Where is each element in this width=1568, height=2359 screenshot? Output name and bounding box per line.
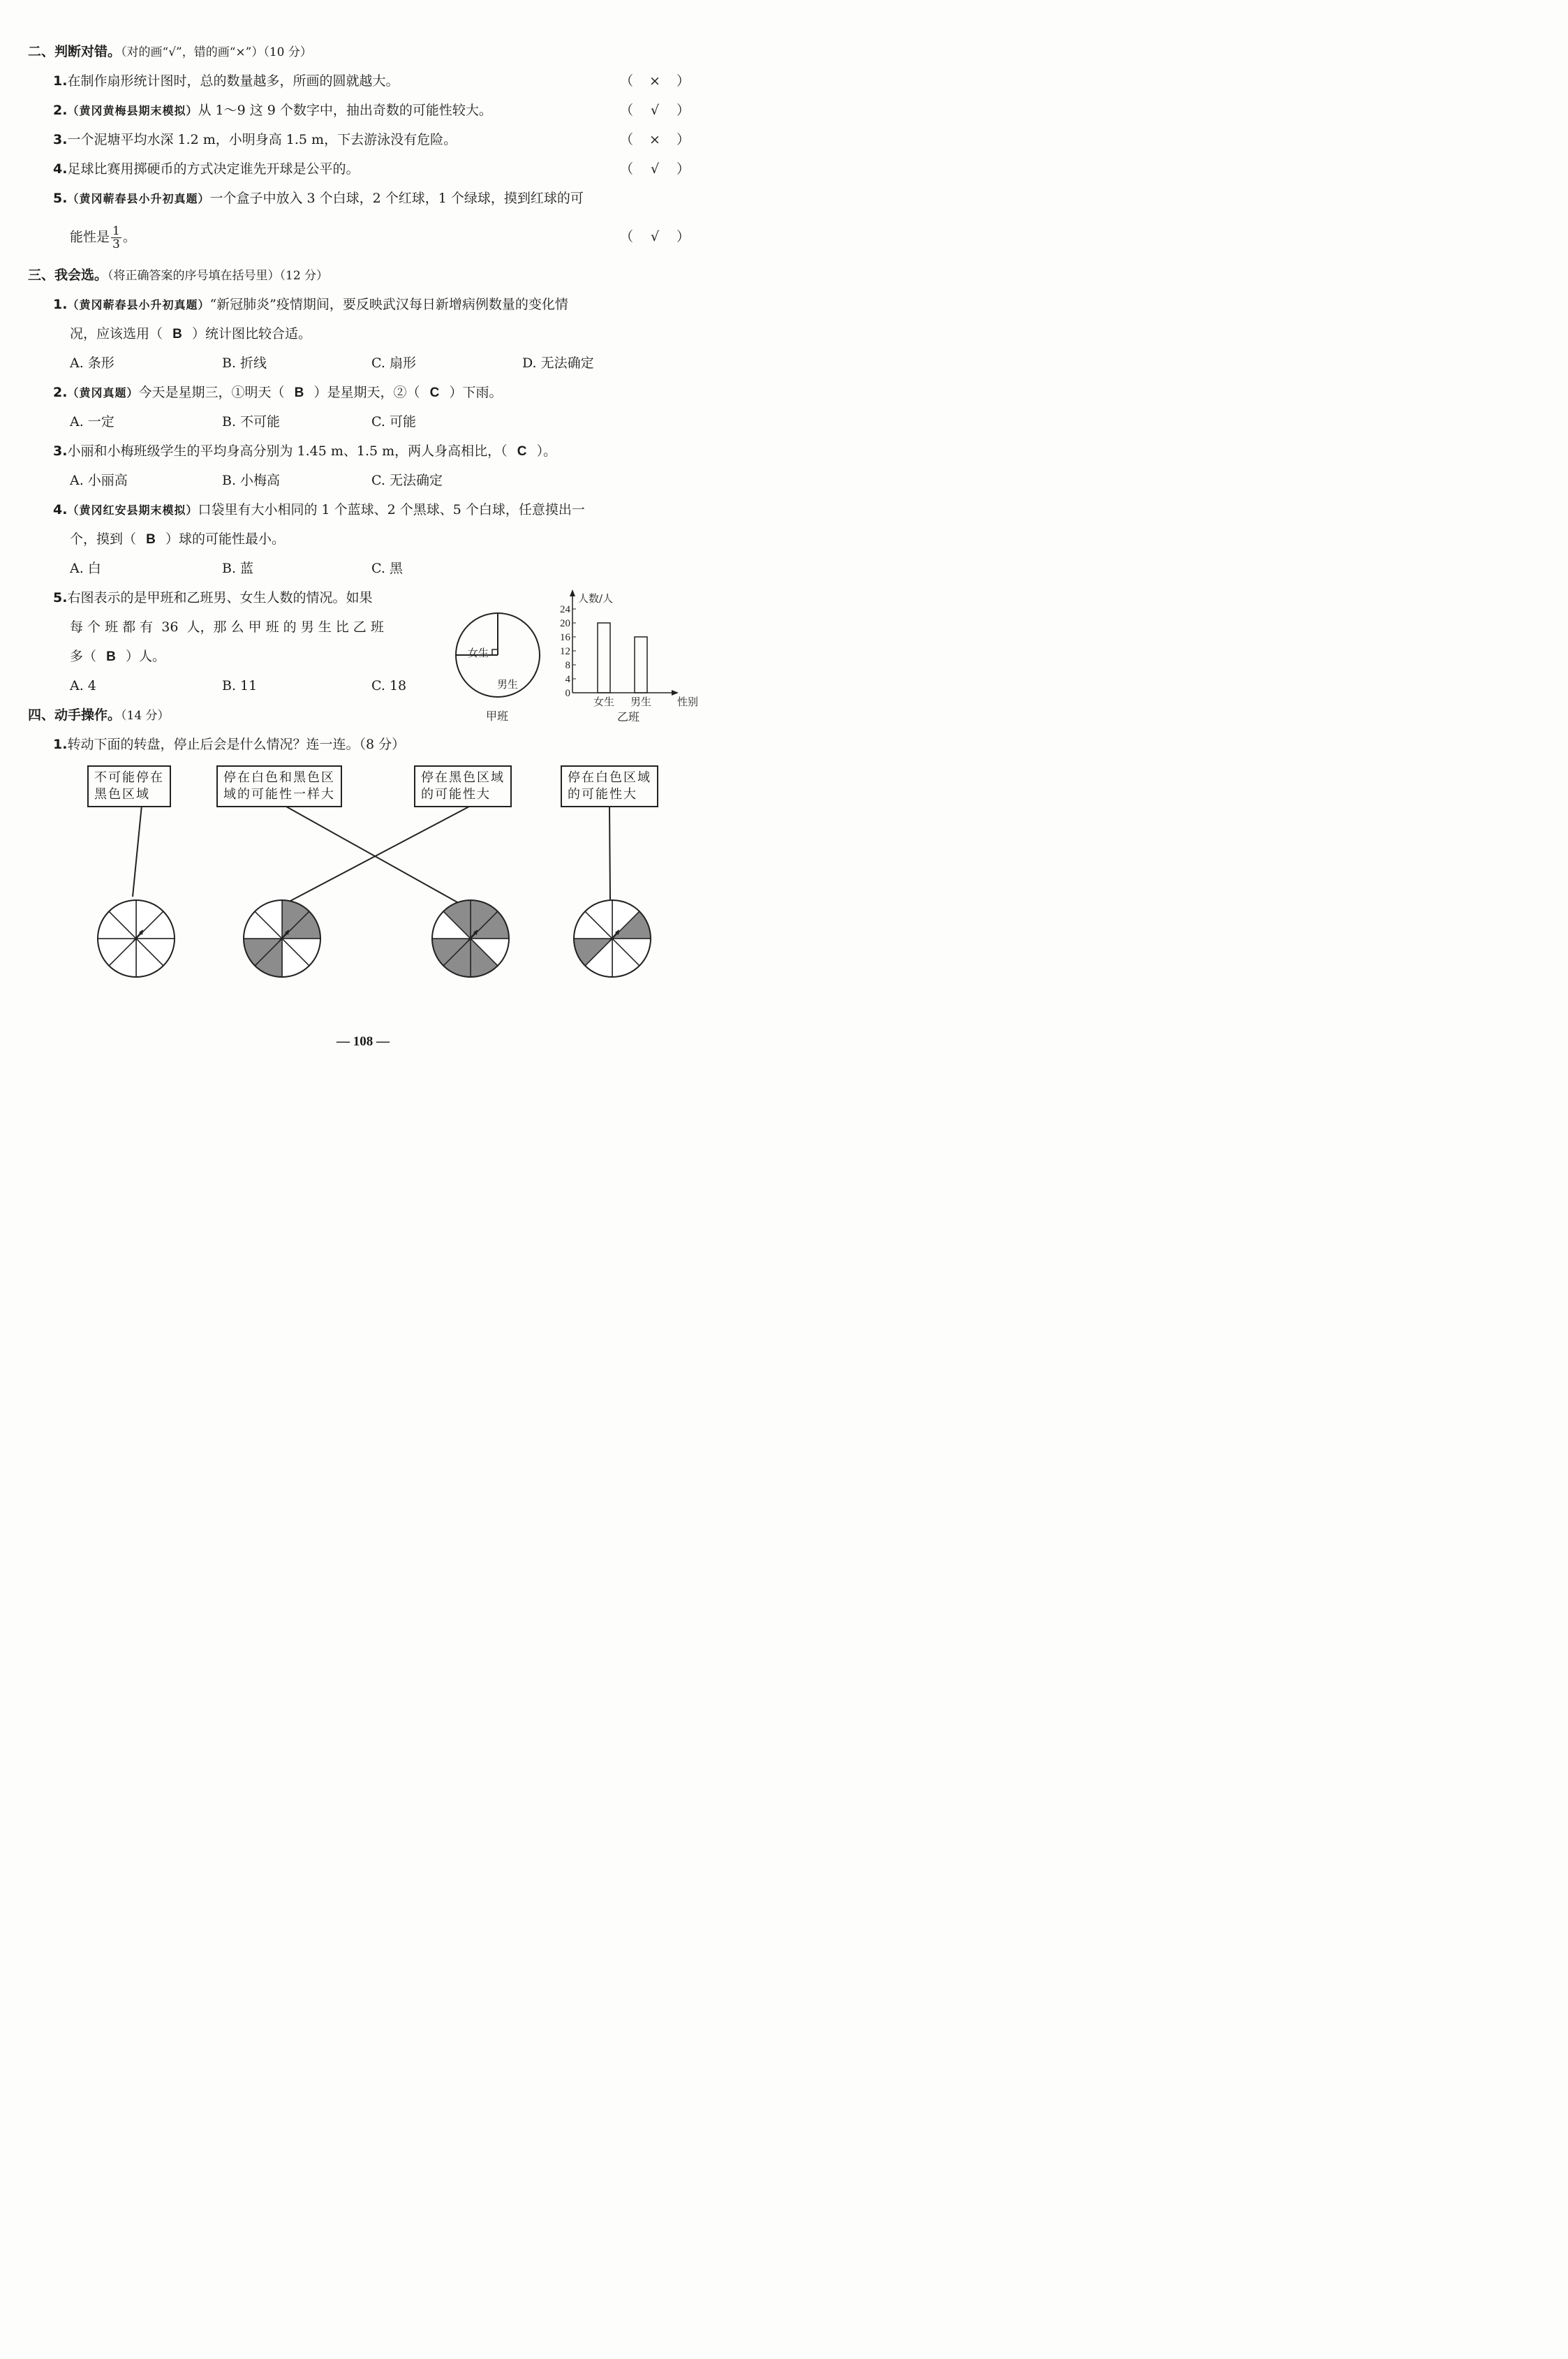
option-a: A. 4 — [70, 678, 96, 693]
judge-item-3 — [53, 131, 457, 149]
item-text: 右图表示的是甲班和乙班男、女生人数的情况。如果 — [67, 590, 373, 605]
label-box-3 — [414, 765, 512, 807]
label-box-1 — [87, 765, 171, 807]
judge-item-4 — [53, 160, 359, 178]
option-b: B. 蓝 — [222, 561, 254, 576]
item-text: ）是星期天，②（ — [313, 385, 420, 400]
y-tick-label: 0 — [565, 688, 570, 699]
pie-caption: 甲班 — [486, 710, 509, 723]
item-text: 口袋里有大小相同的 1 个蓝球、2 个黑球、5 个白球，任意摸出一 — [198, 502, 585, 517]
judge-item-1 — [53, 72, 399, 90]
item-text: “新冠肺炎”疫情期间，要反映武汉每日新增病例数量的变化情 — [209, 297, 568, 312]
section3-title: 三、我会选。 — [28, 267, 108, 283]
judge-mark-5 — [620, 228, 690, 246]
y-axis-label: 人数/人 — [578, 592, 614, 605]
option-b: B. 不可能 — [222, 414, 281, 429]
paren-close: ） — [676, 132, 690, 147]
x-axis-arrow — [672, 690, 679, 696]
label-line: 域的可能性一样大 — [223, 787, 335, 802]
filled-answer: B — [146, 532, 156, 547]
choice-q5-line2: 每 个 班 都 有 36 人，那 么 甲 班 的 男 生 比 乙 班 — [70, 619, 384, 635]
paren-close: ） — [676, 103, 690, 118]
answer-mark: √ — [650, 161, 660, 177]
y-tick-label: 24 — [560, 604, 570, 615]
right-angle-mark — [492, 649, 498, 655]
section2-note: （对的画“√”，错的画“×”）（10 分） — [121, 45, 312, 59]
answer-mark: √ — [650, 229, 660, 244]
item-text: ）人。 — [126, 649, 166, 664]
judge-mark-3 — [620, 131, 690, 149]
option-a: A. 小丽高 — [70, 473, 128, 488]
filled-answer: C — [517, 444, 527, 459]
option-a: A. 条形 — [70, 355, 114, 371]
fraction-numerator: 1 — [112, 224, 120, 238]
judge-item-2 — [53, 101, 492, 120]
label-line: 黑色区域 — [94, 787, 150, 802]
item-text: 一个盒子中放入 3 个白球，2 个红球，1 个绿球，摸到红球的可 — [209, 191, 584, 206]
source-tag: （黄冈蕲春县小升初真题） — [67, 192, 210, 205]
option-b: B. 11 — [222, 678, 258, 693]
item-number: 2. — [53, 103, 68, 118]
item-text: 足球比赛用掷硬币的方式决定谁先开球是公平的。 — [67, 161, 360, 177]
label-line: 的可能性大 — [421, 787, 491, 802]
option-c: C. 扇形 — [371, 355, 416, 371]
item-text-cont: 能性是 — [70, 229, 110, 245]
judge-item-5-cont — [70, 225, 136, 251]
x-tick-label: 男生 — [630, 696, 652, 708]
label-box-4 — [561, 765, 658, 807]
item-number: 4. — [53, 161, 68, 177]
section3-heading — [28, 266, 328, 285]
choice-q4-line1 — [53, 501, 585, 520]
choice-q3-line1 — [53, 442, 556, 461]
paren-open: （ — [620, 161, 634, 177]
label-line: 停在白色和黑色区 — [223, 770, 335, 785]
item-number: 3. — [53, 132, 68, 147]
section3-note: （将正确答案的序号填在括号里）（12 分） — [108, 269, 329, 283]
item-number: 2. — [53, 385, 68, 400]
section4-note: （14 分） — [121, 709, 170, 723]
item-text: 转动下面的转盘，停止后会是什么情况？连一连。（8 分） — [67, 737, 406, 752]
choice-q2-line1 — [53, 383, 503, 402]
filled-answer: B — [172, 327, 182, 341]
item-number: 4. — [53, 502, 68, 517]
source-tag: （黄冈红安县期末模拟） — [67, 504, 198, 517]
option-d: D. 无法确定 — [522, 355, 594, 371]
choice-q1-line1 — [53, 295, 568, 314]
section4-heading — [28, 706, 170, 725]
item-text: ）球的可能性最小。 — [165, 531, 286, 547]
pie-label-girl: 女生 — [468, 647, 489, 659]
item-text: 个，摸到（ — [70, 531, 137, 547]
answer-mark: √ — [650, 103, 660, 118]
page-number: — 108 — — [336, 1034, 390, 1049]
bar-girls — [598, 623, 610, 693]
pie-label-boy: 男生 — [497, 678, 519, 691]
paren-close: ） — [676, 161, 690, 177]
filled-answer: B — [294, 385, 304, 400]
judge-mark-2 — [620, 101, 690, 119]
label-line: 的可能性大 — [568, 787, 637, 802]
item-text: 多（ — [70, 649, 97, 664]
fraction — [111, 225, 121, 251]
item-text: ）统计图比较合适。 — [192, 326, 312, 341]
item-text: ）。 — [536, 443, 557, 459]
judge-mark-1 — [620, 72, 690, 90]
item-text-end: 。 — [122, 229, 136, 245]
match-line-2 — [286, 807, 470, 909]
paren-close: ） — [676, 229, 690, 244]
item-number: 5. — [53, 191, 68, 206]
paren-open: （ — [620, 103, 634, 118]
item-text: 小丽和小梅班级学生的平均身高分别为 1.45 m、1.5 m，两人身高相比，（ — [67, 443, 508, 459]
section2-title: 二、判断对错。 — [28, 44, 121, 59]
filled-answer: B — [106, 649, 116, 664]
spinner-1 — [94, 897, 178, 980]
judge-mark-4 — [620, 160, 690, 178]
item-text: 在制作扇形统计图时，总的数量越多，所画的圆就越大。 — [67, 73, 399, 89]
bar-chart-caption: 乙班 — [616, 710, 640, 723]
filled-answer: C — [429, 385, 440, 400]
label-box-2 — [216, 765, 342, 807]
item-text: 今天是星期三，①明天（ — [138, 385, 285, 400]
y-tick-label: 12 — [560, 646, 570, 657]
y-tick-label: 20 — [560, 618, 570, 629]
answer-mark: × — [649, 132, 660, 147]
choice-q5-line1 — [53, 589, 372, 607]
item-text: 从 1～9 这 9 个数字中，抽出奇数的可能性较大。 — [198, 103, 492, 118]
choice-q4-line2 — [70, 530, 285, 549]
class-yi-bar-chart — [559, 588, 698, 721]
label-line: 不可能停在 — [94, 770, 164, 785]
spinner-4 — [570, 897, 654, 980]
item-text: 一个泥塘平均水深 1.2 m，小明身高 1.5 m，下去游泳没有危险。 — [67, 132, 457, 147]
paren-open: （ — [620, 132, 634, 147]
y-tick-label: 16 — [560, 632, 570, 643]
option-c: C. 黑 — [371, 561, 403, 576]
bar-boys — [635, 637, 647, 693]
label-line: 停在黑色区域 — [421, 770, 505, 785]
option-a: A. 白 — [70, 561, 101, 576]
item-number: 1. — [53, 297, 68, 312]
operate-q1 — [53, 735, 405, 754]
item-text: ）下雨。 — [449, 385, 503, 400]
paren-open: （ — [620, 229, 634, 244]
y-axis-arrow — [570, 589, 575, 596]
item-text: 况，应该选用（ — [70, 326, 163, 341]
choice-q5-line3 — [70, 647, 165, 666]
source-tag: （黄冈蕲春县小升初真题） — [67, 298, 210, 311]
match-line-4 — [609, 807, 610, 899]
option-b: B. 折线 — [222, 355, 267, 371]
section4-title: 四、动手操作。 — [28, 707, 121, 723]
fraction-denominator: 3 — [112, 237, 120, 251]
item-number: 5. — [53, 590, 68, 605]
option-c: C. 可能 — [371, 414, 416, 429]
option-c: C. 无法确定 — [371, 473, 443, 488]
match-line-3 — [290, 807, 469, 901]
judge-item-5 — [53, 189, 584, 208]
match-line-1 — [133, 805, 142, 897]
spinner-3 — [429, 897, 512, 980]
item-number: 1. — [53, 737, 68, 752]
item-number: 3. — [53, 443, 68, 459]
x-tick-label: 女生 — [593, 696, 615, 708]
source-tag: （黄冈真题） — [67, 386, 139, 399]
choice-q1-line2 — [70, 325, 311, 344]
spinner-2 — [240, 897, 324, 980]
option-a: A. 一定 — [70, 414, 114, 429]
label-line: 停在白色区域 — [568, 770, 651, 785]
option-c: C. 18 — [371, 678, 407, 693]
y-tick-label: 8 — [565, 660, 570, 671]
y-tick-label: 4 — [565, 674, 570, 685]
answer-mark: × — [649, 73, 660, 89]
option-b: B. 小梅高 — [222, 473, 281, 488]
source-tag: （黄冈黄梅县期末模拟） — [67, 104, 198, 117]
item-number: 1. — [53, 73, 68, 89]
paren-close: ） — [676, 73, 690, 89]
paren-open: （ — [620, 73, 634, 89]
x-axis-label: 性别 — [676, 696, 699, 708]
section2-heading — [28, 43, 312, 61]
